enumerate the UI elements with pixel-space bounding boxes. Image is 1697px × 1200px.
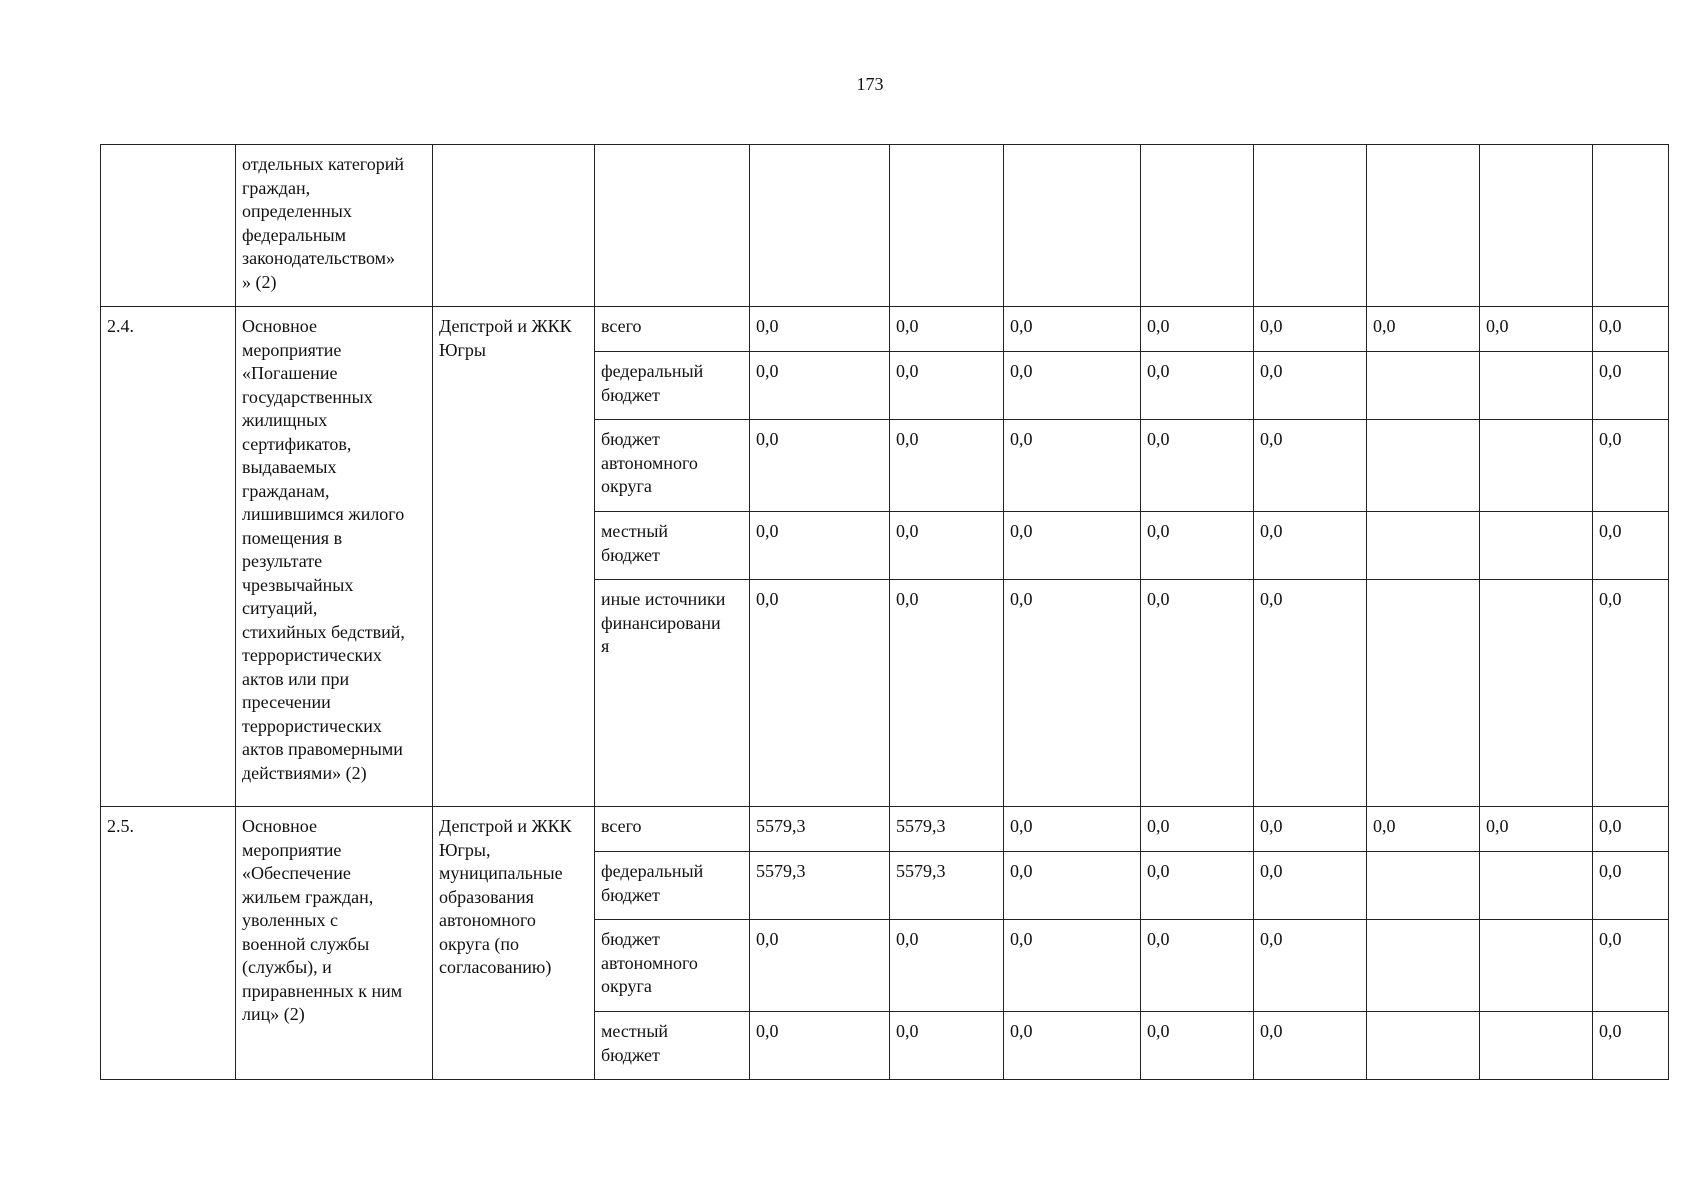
value-cell: 0,0	[1141, 852, 1254, 920]
value-cell: 0,0	[750, 352, 890, 420]
value-cell	[1254, 145, 1367, 307]
value-cell	[1367, 920, 1480, 1012]
value-cell: 0,0	[1254, 420, 1367, 512]
value-cell: 0,0	[1004, 580, 1141, 807]
value-cell	[1367, 1012, 1480, 1080]
funding-source-cell: местный бюджет	[595, 1012, 750, 1080]
value-cell: 0,0	[1593, 420, 1669, 512]
value-cell: 0,0	[1141, 580, 1254, 807]
executor-cell: Депстрой и ЖКК Югры	[433, 307, 595, 807]
funding-source-cell: иные источники финансировани я	[595, 580, 750, 807]
value-cell: 0,0	[1593, 580, 1669, 807]
source-cell	[595, 145, 750, 307]
measure-number-cell: 2.4.	[101, 307, 236, 807]
value-cell	[1480, 352, 1593, 420]
table-row	[101, 807, 1669, 852]
value-cell: 0,0	[1480, 307, 1593, 352]
value-cell	[1141, 145, 1254, 307]
value-cell: 0,0	[1254, 920, 1367, 1012]
funding-source-cell: бюджет автономного округа	[595, 420, 750, 512]
funding-source-cell: всего	[595, 807, 750, 852]
value-cell: 0,0	[1004, 1012, 1141, 1080]
value-cell	[750, 145, 890, 307]
funding-source-cell: федеральный бюджет	[595, 352, 750, 420]
financing-table	[100, 144, 1669, 1080]
value-cell	[1480, 420, 1593, 512]
value-cell: 0,0	[1141, 512, 1254, 580]
number-cell	[101, 145, 236, 307]
value-cell: 0,0	[1141, 420, 1254, 512]
value-cell	[1367, 420, 1480, 512]
value-cell: 0,0	[1004, 920, 1141, 1012]
value-cell: 0,0	[1004, 512, 1141, 580]
executor-cell: Депстрой и ЖКК Югры, муниципальные образования автономного округа (по согласованию)	[433, 807, 595, 1080]
value-cell	[1593, 145, 1669, 307]
value-cell	[1367, 145, 1480, 307]
value-cell	[1367, 512, 1480, 580]
value-cell: 0,0	[1593, 307, 1669, 352]
value-cell: 0,0	[750, 307, 890, 352]
value-cell: 0,0	[890, 580, 1004, 807]
measure-name-cell: отдельных категорий граждан, определенных федеральным законодательством» » (2)	[236, 145, 433, 307]
funding-source-cell: бюджет автономного округа	[595, 920, 750, 1012]
value-cell: 0,0	[1141, 1012, 1254, 1080]
value-cell: 0,0	[1480, 807, 1593, 852]
value-cell	[1367, 352, 1480, 420]
value-cell: 5579,3	[750, 807, 890, 852]
value-cell: 0,0	[1141, 307, 1254, 352]
value-cell: 0,0	[1593, 807, 1669, 852]
value-cell: 0,0	[1004, 307, 1141, 352]
executor-cell	[433, 145, 595, 307]
value-cell: 5579,3	[750, 852, 890, 920]
table-row	[101, 307, 1669, 352]
value-cell: 0,0	[1593, 920, 1669, 1012]
value-cell	[1367, 580, 1480, 807]
value-cell: 0,0	[1593, 352, 1669, 420]
value-cell: 0,0	[890, 1012, 1004, 1080]
funding-source-cell: местный бюджет	[595, 512, 750, 580]
value-cell	[1480, 852, 1593, 920]
funding-source-cell: федеральный бюджет	[595, 852, 750, 920]
measure-name-cell: Основное мероприятие «Погашение государственных жилищных сертификатов, выдаваемых гражданам, лишившимся жилого помещения в результате чрезвычайных ситуаций, стихийных бедствий, террористических актов или при пресечении террористических актов правомерными действиями» (2)	[236, 307, 433, 807]
value-cell: 0,0	[750, 920, 890, 1012]
value-cell: 0,0	[750, 512, 890, 580]
value-cell: 0,0	[1254, 852, 1367, 920]
value-cell: 0,0	[1593, 512, 1669, 580]
value-cell: 0,0	[1141, 352, 1254, 420]
value-cell: 5579,3	[890, 852, 1004, 920]
value-cell: 0,0	[1004, 852, 1141, 920]
value-cell	[1480, 920, 1593, 1012]
funding-source-cell: всего	[595, 307, 750, 352]
value-cell: 0,0	[1593, 1012, 1669, 1080]
value-cell: 0,0	[1367, 307, 1480, 352]
value-cell	[1480, 1012, 1593, 1080]
value-cell	[1480, 145, 1593, 307]
value-cell	[890, 145, 1004, 307]
value-cell: 0,0	[750, 420, 890, 512]
value-cell: 0,0	[750, 580, 890, 807]
value-cell: 0,0	[890, 352, 1004, 420]
measure-number-cell: 2.5.	[101, 807, 236, 1080]
value-cell: 0,0	[1004, 352, 1141, 420]
value-cell: 0,0	[750, 1012, 890, 1080]
value-cell: 0,0	[1141, 920, 1254, 1012]
value-cell: 0,0	[1593, 852, 1669, 920]
value-cell: 0,0	[890, 920, 1004, 1012]
value-cell: 0,0	[1254, 807, 1367, 852]
value-cell: 0,0	[1141, 807, 1254, 852]
value-cell: 0,0	[890, 307, 1004, 352]
value-cell: 0,0	[1004, 420, 1141, 512]
value-cell: 0,0	[1254, 580, 1367, 807]
measure-name-cell: Основное мероприятие «Обеспечение жильем граждан, уволенных с военной службы (службы), и приравненных к ним лиц» (2)	[236, 807, 433, 1080]
value-cell: 0,0	[1004, 807, 1141, 852]
value-cell: 0,0	[1254, 352, 1367, 420]
value-cell	[1480, 512, 1593, 580]
page-number: 173	[856, 74, 884, 94]
value-cell	[1480, 580, 1593, 807]
value-cell	[1004, 145, 1141, 307]
value-cell: 0,0	[890, 512, 1004, 580]
value-cell: 0,0	[1254, 512, 1367, 580]
value-cell	[1367, 852, 1480, 920]
table-body	[101, 145, 1669, 1080]
value-cell: 5579,3	[890, 807, 1004, 852]
value-cell: 0,0	[1254, 307, 1367, 352]
value-cell: 0,0	[1367, 807, 1480, 852]
value-cell: 0,0	[1254, 1012, 1367, 1080]
table-row	[101, 145, 1669, 307]
value-cell: 0,0	[890, 420, 1004, 512]
